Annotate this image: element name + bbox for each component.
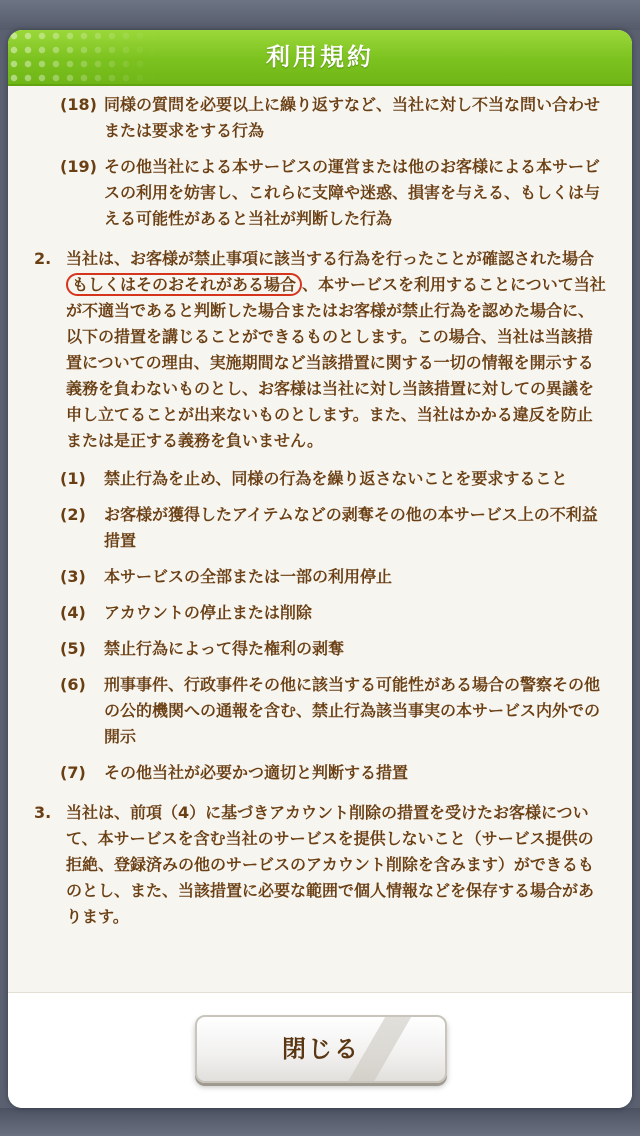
- item-number: (4): [60, 603, 86, 622]
- list-item: [60, 466, 608, 492]
- item-number: (6): [60, 675, 86, 694]
- paragraph-2: [34, 246, 608, 454]
- paragraph-text-after: 、本サービスを利用することについて当社が不適当であると判断した場合またはお客様が禁止行為を認めた場合に、以下の措置を講じることができるものとします。この場合、当社は当該措置についての理由、実施期間など当該措置に関する一切の情報を開示する義務を負わないものとし、お客様は当社に対し当該措置に対しての異議を申し立てることが出来ないものとします。また、当社はかかる違反を防止または是正する義務を負いません。: [66, 275, 606, 450]
- list-item: [60, 636, 608, 662]
- paragraph-text: 当社は、前項（4）に基づきアカウント削除の措置を受けたお客様について、本サービスを含む当社のサービスを提供しないこと（サービス提供の拒絶、登録済みの他のサービスのアカウント削除を含みます）ができるものとし、また、当該措置に必要な範囲で個人情報などを保存する場合があります。: [66, 803, 595, 926]
- list-item: [60, 502, 608, 554]
- paragraph-text: [66, 246, 608, 454]
- background-bottom: [0, 1108, 640, 1136]
- dialog-title: 利用規約: [266, 43, 374, 71]
- item-text: 本サービスの全部または一部の利用停止: [104, 567, 393, 586]
- paragraph-number: 3.: [34, 803, 52, 822]
- list-item: [60, 672, 608, 750]
- list-item: [60, 154, 608, 232]
- list-item: [60, 92, 608, 144]
- terms-scroll-area[interactable]: [8, 86, 632, 992]
- close-button-label: 閉じる: [282, 1035, 360, 1063]
- item-text: 同様の質問を必要以上に繰り返すなど、当社に対し不当な問い合わせまたは要求をする行為: [104, 95, 601, 140]
- item-number: (3): [60, 567, 86, 586]
- terms-text: [8, 86, 632, 930]
- item-number: (2): [60, 505, 86, 524]
- red-circle-annotation: もしくはそのおそれがある場合: [66, 273, 302, 296]
- background-top: [0, 0, 640, 30]
- close-button[interactable]: [195, 1015, 447, 1083]
- dialog-footer: [8, 993, 632, 1108]
- paragraph-number: 2.: [34, 249, 52, 268]
- list-item: [60, 600, 608, 626]
- item-number: (7): [60, 763, 86, 782]
- paragraph-3: [34, 800, 608, 930]
- item-text: 禁止行為を止め、同様の行為を繰り返さないことを要求すること: [104, 469, 568, 488]
- item-text: お客様が獲得したアイテムなどの剥奪その他の本サービス上の不利益措置: [104, 505, 598, 550]
- paragraph-text-before: 当社は、お客様が禁止事項に該当する行為を行ったことが確認された場合: [66, 249, 595, 268]
- item-number: (5): [60, 639, 86, 658]
- item-text: アカウントの停止または削除: [104, 603, 312, 622]
- item-text: その他当社が必要かつ適切と判断する措置: [104, 763, 409, 782]
- item-text: その他当社による本サービスの運営または他のお客様による本サービスの利用を妨害し、これらに支障や迷惑、損害を与える、もしくは与える可能性があると当社が判断した行為: [104, 157, 601, 228]
- item-number: (19): [60, 157, 97, 176]
- list-item: [60, 564, 608, 590]
- item-number: (18): [60, 95, 97, 114]
- item-text: 刑事事件、行政事件その他に該当する可能性がある場合の警察その他の公的機関への通報を含む、禁止行為該当事実の本サービス内外での開示: [104, 675, 601, 746]
- item-number: (1): [60, 469, 86, 488]
- list-item: [60, 760, 608, 786]
- item-text: 禁止行為によって得た権利の剥奪: [104, 639, 345, 658]
- dialog-header: [8, 30, 632, 86]
- terms-dialog: [8, 30, 632, 1108]
